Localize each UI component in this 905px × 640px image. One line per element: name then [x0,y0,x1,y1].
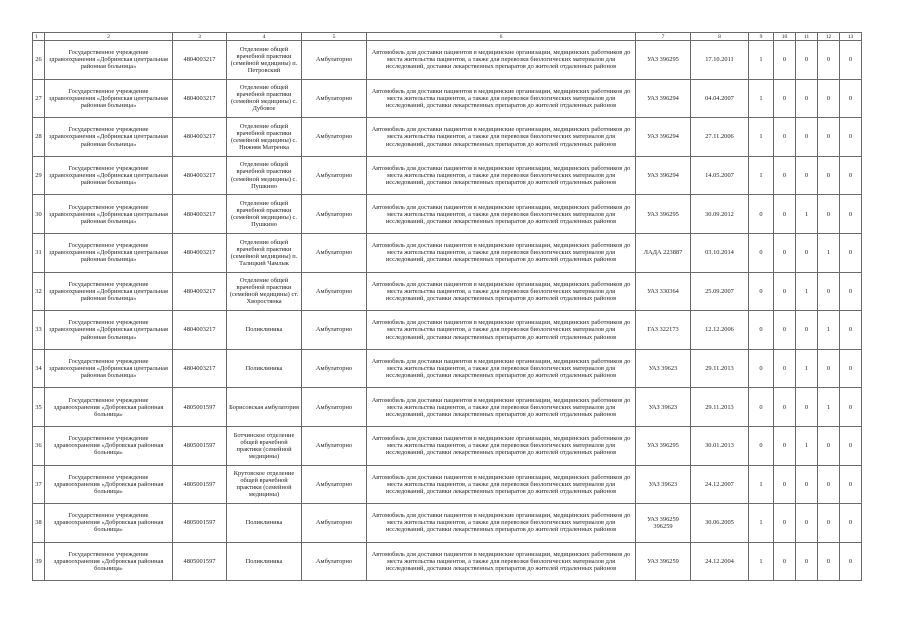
flag-cell-10: 0 [774,195,796,234]
table-row [33,156,862,195]
vehicle-purpose-cell: Автомобиль для доставки пациентов в медицинские организации, медицинских работников до места жительства пациентов, а также для перевозки биологических материалов для исследований, доставки лекарственных препаратов до жителей отдаленных районов [367,195,636,234]
vehicle-model-cell: УАЗ 396294 [636,118,691,157]
vehicle-purpose-cell: Автомобиль для доставки пациентов в медицинские организации, медицинских работников до места жительства пациентов, а также для перевозки биологических материалов для исследований, доставки лекарственных препаратов до жителей отдаленных районов [367,233,636,272]
vehicle-purpose-cell: Автомобиль для доставки пациентов в медицинские организации, медицинских работников до места жительства пациентов, а также для перевозки биологических материалов для исследований, доставки лекарственных препаратов до жителей отдаленных районов [367,426,636,465]
organization-cell: Государственное учреждение здравоохранения «Добринская центральная районная больница» [45,195,173,234]
flag-cell-12: 0 [818,195,840,234]
care-type-cell: Амбулаторно [302,79,367,118]
inn-cell: 4804003217 [173,118,227,157]
flag-cell-10: 0 [774,79,796,118]
registration-date-cell: 29.11.2013 [691,388,749,427]
department-cell: Отделение общей врачебной практики (семейной медицины) ст. Хворостянка [227,272,302,311]
department-cell: Отделение общей врачебной практики (семейной медицины) п. Петровский [227,41,302,80]
vehicle-model-cell: УАЗ 396294 [636,156,691,195]
care-type-cell: Амбулаторно [302,542,367,581]
table-row [33,504,862,543]
inn-cell: 4805001597 [173,465,227,504]
document-page [32,32,861,581]
flag-cell-12: 0 [818,156,840,195]
row-number-cell: 28 [33,118,45,157]
flag-cell-12: 1 [818,311,840,350]
care-type-cell: Амбулаторно [302,156,367,195]
organization-cell: Государственное учреждение здравоохранения «Добринская центральная районная больница» [45,79,173,118]
row-number-cell: 33 [33,311,45,350]
department-cell: Отделение общей врачебной практики (семейной медицины) с. Пушкино [227,156,302,195]
inn-cell: 4804003217 [173,311,227,350]
flag-cell-11: 0 [796,156,818,195]
inn-cell: 4805001597 [173,426,227,465]
flag-cell-13: 0 [840,233,862,272]
vehicle-model-cell: УАЗ 396294 [636,79,691,118]
organization-cell: Государственное учреждение здравоохранения «Добринская центральная районная больница» [45,156,173,195]
department-cell: Поликлиника [227,311,302,350]
organization-cell: Государственное учреждение здравоохранения «Добринская центральная районная больница» [45,349,173,388]
column-number-cell: 12 [818,33,840,41]
inn-cell: 4804003217 [173,233,227,272]
row-number-cell: 39 [33,542,45,581]
flag-cell-12: 1 [818,233,840,272]
flag-cell-13: 0 [840,465,862,504]
vehicle-purpose-cell: Автомобиль для доставки пациентов в медицинские организации, медицинских работников до места жительства пациентов, а также для перевозки биологических материалов для исследований, доставки лекарственных препаратов до жителей отдаленных районов [367,311,636,350]
registration-date-cell: 14.05.2007 [691,156,749,195]
organization-cell: Государственное учреждение здравоохранения «Добровская районная больница» [45,465,173,504]
inn-cell: 4804003217 [173,349,227,388]
care-type-cell: Амбулаторно [302,272,367,311]
vehicle-model-cell: УАЗ 330364 [636,272,691,311]
flag-cell-10: 0 [774,504,796,543]
table-row [33,118,862,157]
row-number-cell: 31 [33,233,45,272]
table-row [33,388,862,427]
flag-cell-12: 0 [818,349,840,388]
row-number-cell: 26 [33,41,45,80]
vehicle-model-cell: ЛАДА 223887 [636,233,691,272]
flag-cell-11: 0 [796,311,818,350]
flag-cell-9: 1 [749,79,774,118]
organization-cell: Государственное учреждение здравоохранения «Добринская центральная районная больница» [45,233,173,272]
inn-cell: 4804003217 [173,272,227,311]
department-cell: Поликлиника [227,542,302,581]
flag-cell-12: 0 [818,272,840,311]
table-row [33,542,862,581]
row-number-cell: 30 [33,195,45,234]
inn-cell: 4804003217 [173,156,227,195]
flag-cell-13: 0 [840,311,862,350]
organization-cell: Государственное учреждение здравоохранения «Добровская районная больница» [45,504,173,543]
organization-cell: Государственное учреждение здравоохранения «Добровская районная больница» [45,542,173,581]
flag-cell-11: 0 [796,79,818,118]
flag-cell-10: 0 [774,465,796,504]
vehicle-model-cell: УАЗ 396295 [636,426,691,465]
vehicle-purpose-cell: Автомобиль для доставки пациентов в медицинские организации, медицинских работников до места жительства пациентов, а также для перевозки биологических материалов для исследований, доставки лекарственных препаратов до жителей отдаленных районов [367,349,636,388]
department-cell: Отделение общей врачебной практики (семейной медицины) с. Нижняя Матренка [227,118,302,157]
flag-cell-11: 1 [796,426,818,465]
flag-cell-10: 0 [774,233,796,272]
department-cell: Отделение общей врачебной практики (семейной медицины) с. Дубовое [227,79,302,118]
care-type-cell: Амбулаторно [302,233,367,272]
care-type-cell: Амбулаторно [302,349,367,388]
flag-cell-10: 0 [774,426,796,465]
vehicle-model-cell: УАЗ 39623 [636,388,691,427]
flag-cell-11: 0 [796,41,818,80]
column-number-cell: 8 [691,33,749,41]
care-type-cell: Амбулаторно [302,465,367,504]
flag-cell-9: 0 [749,426,774,465]
column-number-cell: 6 [367,33,636,41]
column-number-cell: 9 [749,33,774,41]
vehicle-purpose-cell: Автомобиль для доставки пациентов в медицинские организации, медицинских работников до места жительства пациентов, а также для перевозки биологических материалов для исследований, доставки лекарственных препаратов до жителей отдаленных районов [367,465,636,504]
care-type-cell: Амбулаторно [302,118,367,157]
flag-cell-9: 1 [749,156,774,195]
vehicle-purpose-cell: Автомобиль для доставки пациентов в медицинские организации, медицинских работников до места жительства пациентов, а также для перевозки биологических материалов для исследований, доставки лекарственных препаратов до жителей отдаленных районов [367,41,636,80]
inn-cell: 4805001597 [173,542,227,581]
column-number-cell: 3 [173,33,227,41]
department-cell: Отделение общей врачебной практики (семейной медицины) п. Талицкий Чамлык [227,233,302,272]
flag-cell-13: 0 [840,542,862,581]
flag-cell-9: 0 [749,349,774,388]
flag-cell-13: 0 [840,426,862,465]
table-row [33,272,862,311]
flag-cell-10: 0 [774,118,796,157]
registration-date-cell: 30.01.2013 [691,426,749,465]
organization-cell: Государственное учреждение здравоохранения «Добринская центральная районная больница» [45,118,173,157]
flag-cell-13: 0 [840,388,862,427]
inn-cell: 4805001597 [173,504,227,543]
flag-cell-9: 1 [749,41,774,80]
vehicle-purpose-cell: Автомобиль для доставки пациентов в медицинские организации, медицинских работников до места жительства пациентов, а также для перевозки биологических материалов для исследований, доставки лекарственных препаратов до жителей отдаленных районов [367,272,636,311]
row-number-cell: 34 [33,349,45,388]
registration-date-cell: 24.12.2007 [691,465,749,504]
column-number-cell: 2 [45,33,173,41]
department-cell: Поликлиника [227,349,302,388]
vehicle-model-cell: УАЗ 396295 [636,41,691,80]
flag-cell-11: 1 [796,349,818,388]
vehicle-purpose-cell: Автомобиль для доставки пациентов в медицинские организации, медицинских работников до места жительства пациентов, а также для перевозки биологических материалов для исследований, доставки лекарственных препаратов до жителей отдаленных районов [367,156,636,195]
row-number-cell: 37 [33,465,45,504]
flag-cell-11: 0 [796,118,818,157]
flag-cell-10: 0 [774,311,796,350]
care-type-cell: Амбулаторно [302,426,367,465]
row-number-cell: 36 [33,426,45,465]
vehicle-purpose-cell: Автомобиль для доставки пациентов в медицинские организации, медицинских работников до места жительства пациентов, а также для перевозки биологических материалов для исследований, доставки лекарственных препаратов до жителей отдаленных районов [367,118,636,157]
flag-cell-10: 0 [774,388,796,427]
table-row [33,79,862,118]
registration-date-cell: 30.09.2012 [691,195,749,234]
organization-cell: Государственное учреждение здравоохранения «Добринская центральная районная больница» [45,41,173,80]
row-number-cell: 35 [33,388,45,427]
table-row [33,195,862,234]
flag-cell-9: 1 [749,542,774,581]
table-row [33,41,862,80]
registration-date-cell: 27.11.2006 [691,118,749,157]
vehicle-purpose-cell: Автомобиль для доставки пациентов в медицинские организации, медицинских работников до места жительства пациентов, а также для перевозки биологических материалов для исследований, доставки лекарственных препаратов до жителей отдаленных районов [367,504,636,543]
registration-date-cell: 24.12.2004 [691,542,749,581]
organization-cell: Государственное учреждение здравоохранения «Добровская районная больница» [45,426,173,465]
flag-cell-12: 0 [818,504,840,543]
organization-cell: Государственное учреждение здравоохранения «Добринская центральная районная больница» [45,272,173,311]
column-number-cell: 7 [636,33,691,41]
vehicle-model-cell: УАЗ 39623 [636,465,691,504]
registration-date-cell: 17.10.2011 [691,41,749,80]
flag-cell-12: 0 [818,542,840,581]
organization-cell: Государственное учреждение здравоохранения «Добровская районная больница» [45,388,173,427]
flag-cell-9: 0 [749,388,774,427]
flag-cell-11: 0 [796,542,818,581]
flag-cell-13: 0 [840,195,862,234]
row-number-cell: 32 [33,272,45,311]
row-number-cell: 38 [33,504,45,543]
inn-cell: 4804003217 [173,79,227,118]
flag-cell-10: 0 [774,542,796,581]
vehicle-model-cell: УАЗ 396259 [636,542,691,581]
registration-date-cell: 04.04.2007 [691,79,749,118]
vehicle-registry-table [32,32,862,581]
table-row [33,311,862,350]
row-number-cell: 27 [33,79,45,118]
department-cell: Ботчинское отделение общей врачебной практики (семейной медицины) [227,426,302,465]
department-cell: Поликлиника [227,504,302,543]
flag-cell-11: 0 [796,465,818,504]
registration-date-cell: 12.12.2006 [691,311,749,350]
flag-cell-12: 0 [818,426,840,465]
flag-cell-13: 0 [840,41,862,80]
flag-cell-13: 0 [840,118,862,157]
flag-cell-9: 0 [749,311,774,350]
column-number-cell: 11 [796,33,818,41]
vehicle-model-cell: УАЗ 39623 [636,349,691,388]
flag-cell-12: 0 [818,79,840,118]
department-cell: Отделение общей врачебной практики (семейной медицины) с. Пушкино [227,195,302,234]
vehicle-model-cell: ГАЗ 322173 [636,311,691,350]
header-row [33,33,862,41]
flag-cell-10: 0 [774,349,796,388]
inn-cell: 4804003217 [173,41,227,80]
flag-cell-10: 0 [774,272,796,311]
flag-cell-11: 1 [796,272,818,311]
table-row [33,349,862,388]
vehicle-purpose-cell: Автомобиль для доставки пациентов в медицинские организации, медицинских работников до места жительства пациентов, а также для перевозки биологических материалов для исследований, доставки лекарственных препаратов до жителей отдаленных районов [367,388,636,427]
care-type-cell: Амбулаторно [302,504,367,543]
flag-cell-9: 1 [749,118,774,157]
flag-cell-13: 0 [840,504,862,543]
flag-cell-13: 0 [840,349,862,388]
registration-date-cell: 29.11.2013 [691,349,749,388]
vehicle-model-cell: УАЗ 396295 [636,195,691,234]
flag-cell-9: 1 [749,465,774,504]
flag-cell-10: 0 [774,156,796,195]
table-row [33,233,862,272]
care-type-cell: Амбулаторно [302,195,367,234]
flag-cell-11: 0 [796,233,818,272]
column-number-cell: 1 [33,33,45,41]
flag-cell-9: 0 [749,195,774,234]
table-row [33,465,862,504]
flag-cell-12: 1 [818,388,840,427]
column-number-cell: 4 [227,33,302,41]
table-body [33,41,862,581]
registration-date-cell: 03.10.2014 [691,233,749,272]
vehicle-purpose-cell: Автомобиль для доставки пациентов в медицинские организации, медицинских работников до места жительства пациентов, а также для перевозки биологических материалов для исследований, доставки лекарственных препаратов до жителей отдаленных районов [367,542,636,581]
vehicle-purpose-cell: Автомобиль для доставки пациентов в медицинские организации, медицинских работников до места жительства пациентов, а также для перевозки биологических материалов для исследований, доставки лекарственных препаратов до жителей отдаленных районов [367,79,636,118]
flag-cell-10: 0 [774,41,796,80]
flag-cell-13: 0 [840,272,862,311]
inn-cell: 4804003217 [173,195,227,234]
registration-date-cell: 25.09.2007 [691,272,749,311]
department-cell: Борисовская амбулатория [227,388,302,427]
flag-cell-12: 0 [818,118,840,157]
registration-date-cell: 30.06.2005 [691,504,749,543]
flag-cell-11: 1 [796,195,818,234]
flag-cell-12: 0 [818,41,840,80]
column-number-cell: 13 [840,33,862,41]
organization-cell: Государственное учреждение здравоохранения «Добринская центральная районная больница» [45,311,173,350]
flag-cell-12: 0 [818,465,840,504]
department-cell: Крутовское отделение общей врачебной практики (семейной медицины) [227,465,302,504]
flag-cell-9: 1 [749,504,774,543]
flag-cell-9: 0 [749,272,774,311]
column-number-cell: 5 [302,33,367,41]
care-type-cell: Амбулаторно [302,41,367,80]
row-number-cell: 29 [33,156,45,195]
flag-cell-11: 0 [796,504,818,543]
flag-cell-13: 0 [840,79,862,118]
column-number-cell: 10 [774,33,796,41]
flag-cell-11: 0 [796,388,818,427]
inn-cell: 4805001597 [173,388,227,427]
flag-cell-13: 0 [840,156,862,195]
care-type-cell: Амбулаторно [302,388,367,427]
vehicle-model-cell: УАЗ 396259 396259 [636,504,691,543]
flag-cell-9: 0 [749,233,774,272]
table-row [33,426,862,465]
care-type-cell: Амбулаторно [302,311,367,350]
column-number-header [33,33,862,41]
